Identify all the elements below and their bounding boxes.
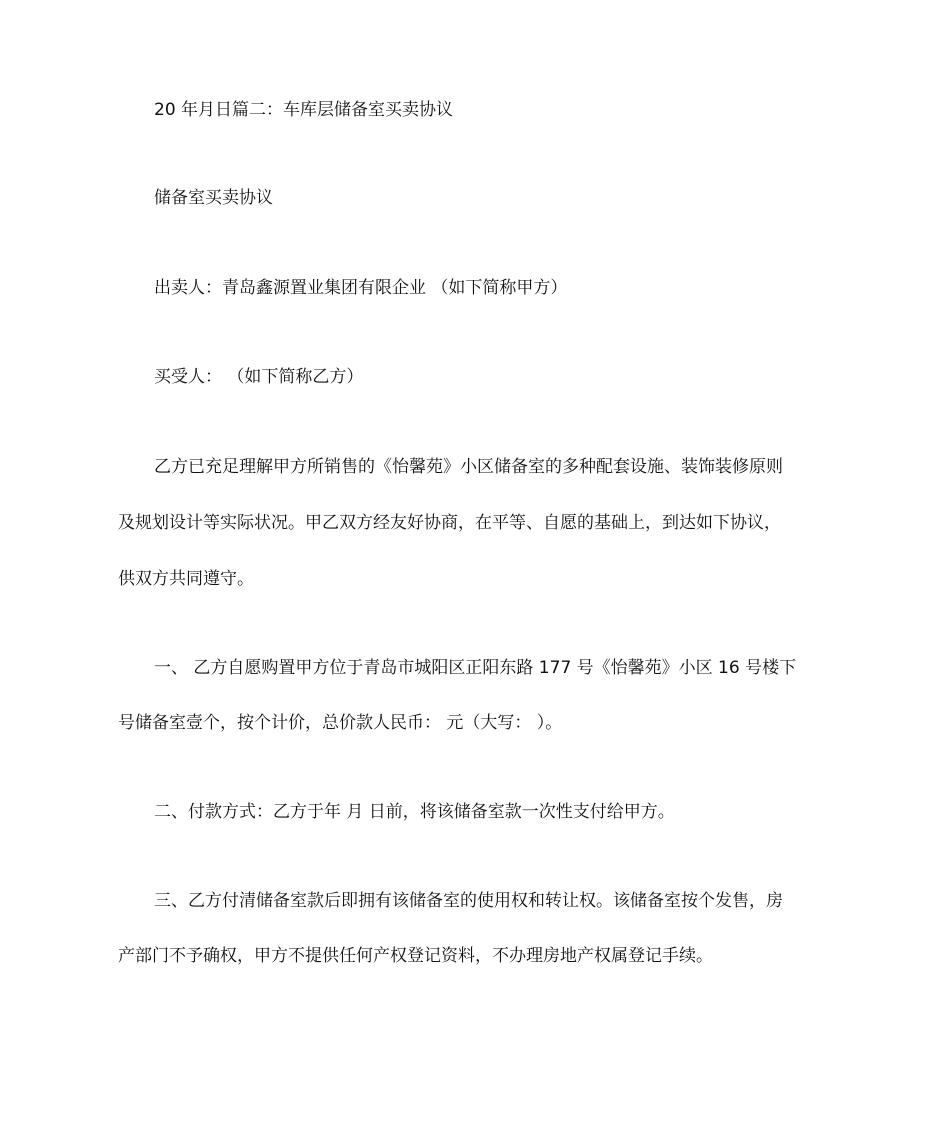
- seller-line: 出卖人：青岛鑫源置业集团有限企业 （如下简称甲方）: [154, 278, 568, 298]
- intro-line-2: 及规划设计等实际状况。甲乙双方经友好协商，在平等、自愿的基础上，到达如下协议，: [118, 513, 781, 533]
- buyer-line: 买受人： （如下简称乙方）: [154, 367, 364, 387]
- clause1-line-1: 一、 乙方自愿购置甲方位于青岛市城阳区正阳东路 177 号《怡馨苑》小区 16 号楼下: [154, 658, 797, 678]
- clause1-line-2: 号储备室壹个，按个计价，总价款人民币： 元（大写： ）。: [118, 713, 563, 733]
- intro-line-3: 供双方共同遵守。: [118, 569, 254, 589]
- heading-line: 20 年月日篇二：车库层储备室买卖协议: [154, 100, 454, 120]
- agreement-title: 储备室买卖协议: [154, 188, 273, 208]
- clause3-line-1: 三、乙方付清储备室款后即拥有该储备室的使用权和转让权。该储备室按个发售，房: [154, 891, 783, 911]
- intro-line-1: 乙方已充足理解甲方所销售的《怡馨苑》小区储备室的多种配套设施、装饰装修原则: [154, 457, 783, 477]
- clause2-line: 二、付款方式：乙方于年 月 日前，将该储备室款一次性支付给甲方。: [154, 802, 675, 822]
- clause3-line-2: 产部门不予确权，甲方不提供任何产权登记资料，不办理房地产权属登记手续。: [118, 946, 713, 966]
